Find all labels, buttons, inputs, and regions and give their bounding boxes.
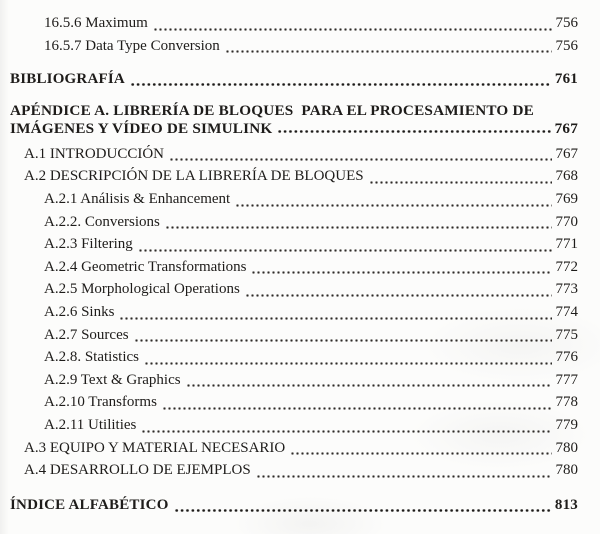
toc-entry-page: 767 <box>555 145 578 162</box>
toc-entry <box>10 256 578 279</box>
toc-entry <box>10 324 578 347</box>
dot-leader <box>245 278 552 301</box>
toc-entry-page: 768 <box>555 168 578 185</box>
toc-entry-label: IMÁGENES Y VÍDEO DE SIMULINK <box>10 119 273 137</box>
toc-entry-label: A.4 DESARROLLO DE EJEMPLOS <box>24 462 251 479</box>
toc-entry-apendice-a <box>10 102 578 138</box>
toc-entry-label: A.1 INTRODUCCIÓN <box>24 145 164 162</box>
toc-entry <box>10 346 578 369</box>
apendice-heading-line2 <box>10 120 578 138</box>
toc-entry-label: A.2.7 Sources <box>44 326 129 343</box>
toc-entry-label: 16.5.7 Data Type Conversion <box>44 37 220 54</box>
toc-entry-bibliografia <box>10 68 578 91</box>
toc-entry-label: A.2 DESCRIPCIÓN DE LA LIBRERÍA DE BLOQUES <box>24 168 364 185</box>
dot-leader <box>174 494 551 517</box>
toc-entry <box>10 369 578 392</box>
toc-entry-page: 769 <box>555 190 578 207</box>
dot-leader <box>225 35 552 58</box>
toc-entry <box>10 188 578 211</box>
dot-leader <box>130 68 551 91</box>
dot-leader <box>290 437 551 460</box>
apendice-heading-line1 <box>10 102 578 120</box>
section-gap <box>10 91 578 102</box>
dot-leader <box>165 211 552 234</box>
toc-entry <box>10 414 578 437</box>
dot-leader <box>277 120 550 138</box>
section-gap <box>10 57 578 68</box>
dot-leader <box>153 12 552 35</box>
toc-entry-page: 761 <box>554 71 578 88</box>
toc-entry-page: 772 <box>555 258 578 275</box>
toc-entry <box>10 437 578 460</box>
toc-entry-page: 775 <box>555 326 578 343</box>
toc-entry-label: A.2.11 Utilities <box>44 416 137 433</box>
toc-entry-page: 778 <box>555 394 578 411</box>
toc-entry-label: A.2.5 Morphological Operations <box>44 281 240 298</box>
dot-leader <box>162 391 552 414</box>
toc-entry-label: ÍNDICE ALFABÉTICO <box>10 496 169 513</box>
toc-entry-label: APÉNDICE A. LIBRERÍA DE BLOQUES PARA EL PROCESAMIENTO DE <box>10 101 534 119</box>
toc-entry-label: BIBLIOGRAFÍA <box>10 71 125 88</box>
toc-entry-label: 16.5.6 Maximum <box>44 15 148 31</box>
toc-entry <box>10 211 578 234</box>
dot-leader <box>169 143 552 166</box>
toc-entry-page: 774 <box>555 303 578 320</box>
toc-entry-page: 780 <box>555 439 578 456</box>
toc-entry-page: 779 <box>555 416 578 433</box>
toc-entry-page: 767 <box>554 119 578 137</box>
toc-entry-page: 813 <box>554 496 578 513</box>
toc-entry-page: 756 <box>555 15 578 31</box>
dot-leader <box>141 414 551 437</box>
toc-entry-label: A.2.6 Sinks <box>44 303 115 320</box>
dot-leader <box>144 346 551 369</box>
toc-entry-page: 777 <box>555 371 578 388</box>
toc-entry-label: A.2.3 Filtering <box>44 236 133 253</box>
toc-entry-page: 771 <box>555 236 578 253</box>
toc-entry <box>10 35 578 58</box>
section-gap <box>10 482 578 494</box>
toc-entry <box>10 278 578 301</box>
toc-entry-label: A.2.4 Geometric Transformations <box>44 258 247 275</box>
toc-entry-label: A.2.10 Transforms <box>44 394 157 411</box>
dot-leader <box>235 188 551 211</box>
toc-entry-page: 756 <box>555 37 578 54</box>
dot-leader <box>369 165 552 188</box>
toc-entry <box>10 143 578 166</box>
toc-entry <box>10 233 578 256</box>
toc-entry-indice-alfabetico <box>10 494 578 517</box>
toc-entry-page: 773 <box>555 281 578 298</box>
toc-entry-label: A.2.2. Conversions <box>44 213 160 230</box>
toc-entry-page: 780 <box>555 462 578 479</box>
toc-entry-page: 770 <box>555 213 578 230</box>
toc-entry-label: A.2.1 Análisis & Enhancement <box>44 190 231 207</box>
toc-entry <box>10 12 578 35</box>
toc-entry <box>10 301 578 324</box>
toc-entry <box>10 459 578 482</box>
toc-entry-label: A.2.8. Statistics <box>44 349 140 366</box>
toc-entry-page: 776 <box>555 349 578 366</box>
dot-leader <box>251 256 551 279</box>
dot-leader <box>119 301 551 324</box>
toc-entry-label: A.3 EQUIPO Y MATERIAL NECESARIO <box>24 439 286 456</box>
dot-leader <box>134 324 552 347</box>
dot-leader <box>138 233 552 256</box>
dot-leader <box>186 369 552 392</box>
toc-entry <box>10 391 578 414</box>
toc-entry <box>10 165 578 188</box>
dot-leader <box>256 459 552 482</box>
toc-entry-label: A.2.9 Text & Graphics <box>44 371 181 388</box>
